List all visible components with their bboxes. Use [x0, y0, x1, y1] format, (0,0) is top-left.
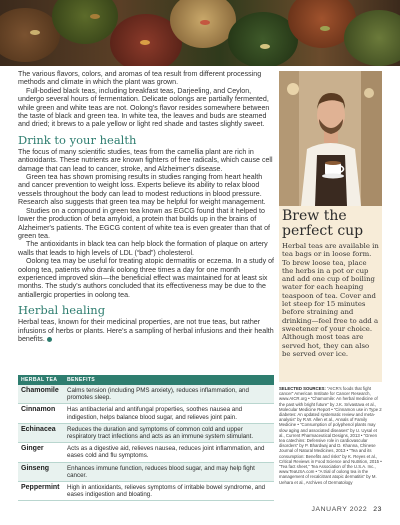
end-mark-icon: [47, 337, 52, 342]
heading-herbal-healing: Herbal healing: [18, 303, 106, 318]
herbal-tea-table: [18, 375, 274, 501]
column-header-benefits: BENEFITS: [64, 375, 274, 385]
barista-illustration: [279, 71, 382, 206]
barista-photo: [279, 71, 382, 206]
herb-name: Ginseng: [18, 462, 64, 481]
table-row: [18, 462, 274, 481]
intro-paragraph-1: The various flavors, colors, and aromas of tea result from different processing methods and climate in which the plant was grown.: [18, 70, 262, 87]
herb-name: Ginger: [18, 443, 64, 462]
table-row: [18, 482, 274, 501]
table-row: [18, 443, 274, 462]
herbal-paragraph-text: Herbal teas, known for their medicinal properties, are not true teas, but rather infusions of herbs or plants. Here's a sampling of herbal infusions and their health benefits.: [18, 318, 274, 343]
herb-benefit: Reduces the duration and symptoms of common cold and upper respiratory tract infections and acts as an immune system stimulant.: [64, 423, 274, 442]
health-paragraph-1: The focus of many scientific studies, teas from the camellia plant are rich in antioxidants. These nutrients are known fighters of free radicals, which cause cell damage that can lead to cancer, stroke, and Alzheimer's disease.: [18, 147, 273, 173]
heading-drink-to-your-health: Drink to your health: [18, 132, 137, 147]
table-header-row: [18, 375, 274, 385]
herb-name: Echinacea: [18, 423, 64, 442]
table-row: [18, 385, 274, 404]
column-header-herbal-tea: HERBAL TEA: [18, 375, 64, 385]
herb-benefit: High in antioxidants, relieves symptoms of irritable bowel syndrome, and eases indigestion and bloating.: [64, 482, 274, 501]
page-footer: [312, 506, 382, 513]
herb-benefit: Acts as a digestive aid, relieves nausea, reduces joint inflammation, and eases cold and flu symptoms.: [64, 443, 274, 462]
sidebar-title: Brew the perfect cup: [282, 208, 364, 239]
article-body: [18, 70, 274, 343]
intro-paragraph-2: Full-bodied black teas, including breakfast teas, Darjeeling, and Ceylon, undergo several hours of fermentation. Delicate oolongs are partially fermented, while green and white teas are not. Oolong's flavor resides somewhere between the taste of black and green tea. In white tea, the leaves and buds are steamed and dried; it brews to a pale yellow or light red shade and tastes slightly sweet.: [18, 86, 270, 129]
page-number: 23: [373, 506, 382, 513]
herb-name: Peppermint: [18, 482, 64, 501]
herb-name: Cinnamon: [18, 404, 64, 423]
health-paragraph-4: The antioxidants in black tea can help block the formation of plaque on artery walls that leads to high levels of LDL (“bad”) cholesterol.: [18, 240, 268, 257]
herb-benefit: Calms tension (including PMS anxiety), reduces inflammation, and promotes sleep.: [64, 385, 274, 404]
sidebar-body: Herbal teas are available in tea bags or in loose form. To brew loose tea, place the herbs in a pot or cup and add one cup of boiling water for each heaping teaspoon of tea. Cover and let steep for 15 minutes before straining and drinking—feel free to add a sweetener of your choice. Although most teas are served hot, they can also be served over ice.: [282, 242, 379, 358]
sources-text: “AICR's foods that fight cancer” American Institute for Cancer Research, www.AICR.org • “Chamomile: An herbal medicine of the past with bright future” by J.K. Srivastava et al., Molecular Medicine Report • “Cinnamon use in Type 2 diabetes: An updated systematic review and meta-analysis” by R.W. Allen et al., Annals of Family Medicine • “Consumption of polyphenol plants may slow aging and associated diseases” by U. Uysal et al., Current Pharmaceutical Designs, 2013 • “Green tea catechins: Defensive role in cardiovascular disorders” by P. Bhardwaj and D. Khanna, Chinese Journal of Natural Medicines, 2013 • “Tea and its consumption: Benefits and risks” by K. Reyes et al., Critical Reviews in Food Science and Nutrition, 2015 • “Tea fact sheet,” Tea Association of the U.S.A. Inc., www.TeaUSA.com • “A trial of oolong tea in the management of recalcitrant atopic dermatitis” by M. Uehara et al., Archives of Dermatology: [279, 386, 382, 485]
tea-leaves-photo: [0, 0, 400, 66]
herb-benefit: Enhances immune function, reduces blood sugar, and may help fight cancer.: [64, 462, 274, 481]
health-paragraph-5: Oolong tea may be useful for treating atopic dermatitis or eczema. In a study of oolong tea, patients who drank oolong three times a day for one month experienced improved skin—the beneficial effect was maintained for at least six months. The study's authors concluded that its effectiveness may be due to the antiallergic properties in oolong tea.: [18, 257, 275, 299]
herbal-paragraph: [18, 318, 274, 343]
table-row: [18, 423, 274, 442]
brew-sidebar: [279, 206, 382, 382]
selected-sources: [279, 386, 382, 485]
sources-lead: SELECTED SOURCES:: [279, 386, 327, 391]
health-paragraph-2: Green tea has shown promising results in studies ranging from heart health and cancer prevention to weight loss. Experts believe its ability to relax blood vessels throughout the body can lead to modest reductions in blood pressure. Research also suggests that green tea may be helpful for weight management.: [18, 173, 266, 207]
health-paragraph-3: Studies on a compound in green tea known as EGCG found that it helped to lower the production of beta amyloid, a protein that builds up in the brains of Alzheimer's patients. The EGCG content of white tea is even greater than that of green tea.: [18, 206, 271, 240]
table-row: [18, 404, 274, 423]
herb-benefit: Has antibacterial and antifungal properties, soothes nausea and indigestion, helps balance blood sugar, and relieves joint pain.: [64, 404, 274, 423]
herb-name: Chamomile: [18, 385, 64, 404]
issue-month: JANUARY 2022: [311, 506, 368, 513]
